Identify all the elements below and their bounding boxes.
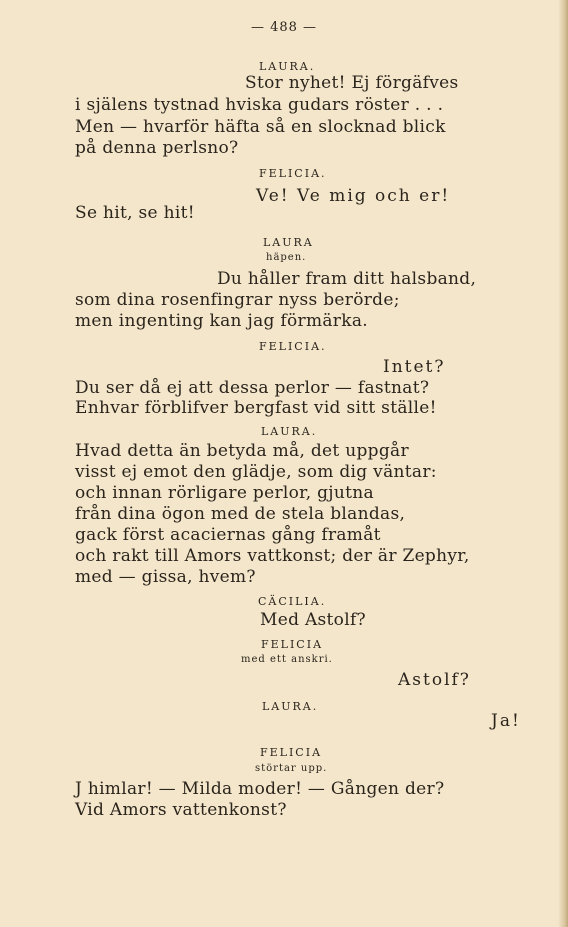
verse-line: med — gissa, hvem? — [75, 567, 256, 587]
page-number: — 488 — — [250, 20, 318, 35]
verse-line: visst ej emot den glädje, som dig väntar: — [75, 462, 437, 482]
verse-line: Se hit, se hit! — [75, 203, 195, 223]
verse-line: Du håller fram ditt halsband, — [217, 269, 477, 289]
verse-line: men ingenting kan jag förmärka. — [75, 311, 368, 331]
verse-line: Astolf? — [398, 670, 471, 690]
verse-line: Ve! Ve mig och er! — [256, 186, 451, 206]
verse-line: Men — hvarför häfta så en slocknad blick — [75, 117, 446, 137]
verse-line: Hvad detta än betyda må, det uppgår — [75, 441, 409, 461]
page-edge — [558, 0, 568, 927]
verse-line: Med Astolf? — [260, 610, 366, 630]
speaker-laura: LAURA. — [261, 425, 318, 438]
verse-line: och innan rörligare perlor, gjutna — [75, 483, 374, 503]
speaker-laura: LAURA. — [262, 700, 319, 713]
verse-line: Stor nyhet! Ej förgäfves — [245, 73, 459, 93]
verse-line: Enhvar förblifver bergfast vid sitt ställe! — [75, 398, 437, 418]
speaker-cacilia: CÄCILIA. — [258, 595, 327, 608]
verse-line: i själens tystnad hviska gudars röster . . . — [75, 95, 444, 115]
stage-direction: med ett anskri. — [241, 654, 333, 665]
verse-line: gack först acaciernas gång framåt — [75, 525, 381, 545]
verse-line: som dina rosenfingrar nyss berörde; — [75, 290, 400, 310]
verse-line: på denna perlsno? — [75, 138, 239, 158]
verse-line: och rakt till Amors vattkonst; der är Zephyr, — [75, 546, 470, 566]
verse-line: från dina ögon med de stela blandas, — [75, 504, 406, 524]
speaker-felicia: FELICIA. — [259, 340, 327, 353]
speaker-felicia: FELICIA — [261, 638, 324, 651]
stage-direction: häpen. — [266, 252, 307, 263]
stage-direction: störtar upp. — [255, 763, 328, 774]
verse-line: Vid Amors vattenkonst? — [75, 800, 287, 820]
speaker-laura: LAURA — [263, 236, 314, 249]
verse-line: J himlar! — Milda moder! — Gången der? — [75, 779, 445, 799]
verse-line: Intet? — [383, 357, 446, 377]
speaker-felicia: FELICIA — [260, 746, 323, 759]
speaker-laura: LAURA. — [259, 60, 316, 73]
verse-line: Du ser då ej att dessa perlor — fastnat? — [75, 378, 430, 398]
speaker-felicia: FELICIA. — [259, 167, 327, 180]
verse-line: Ja! — [491, 711, 521, 731]
